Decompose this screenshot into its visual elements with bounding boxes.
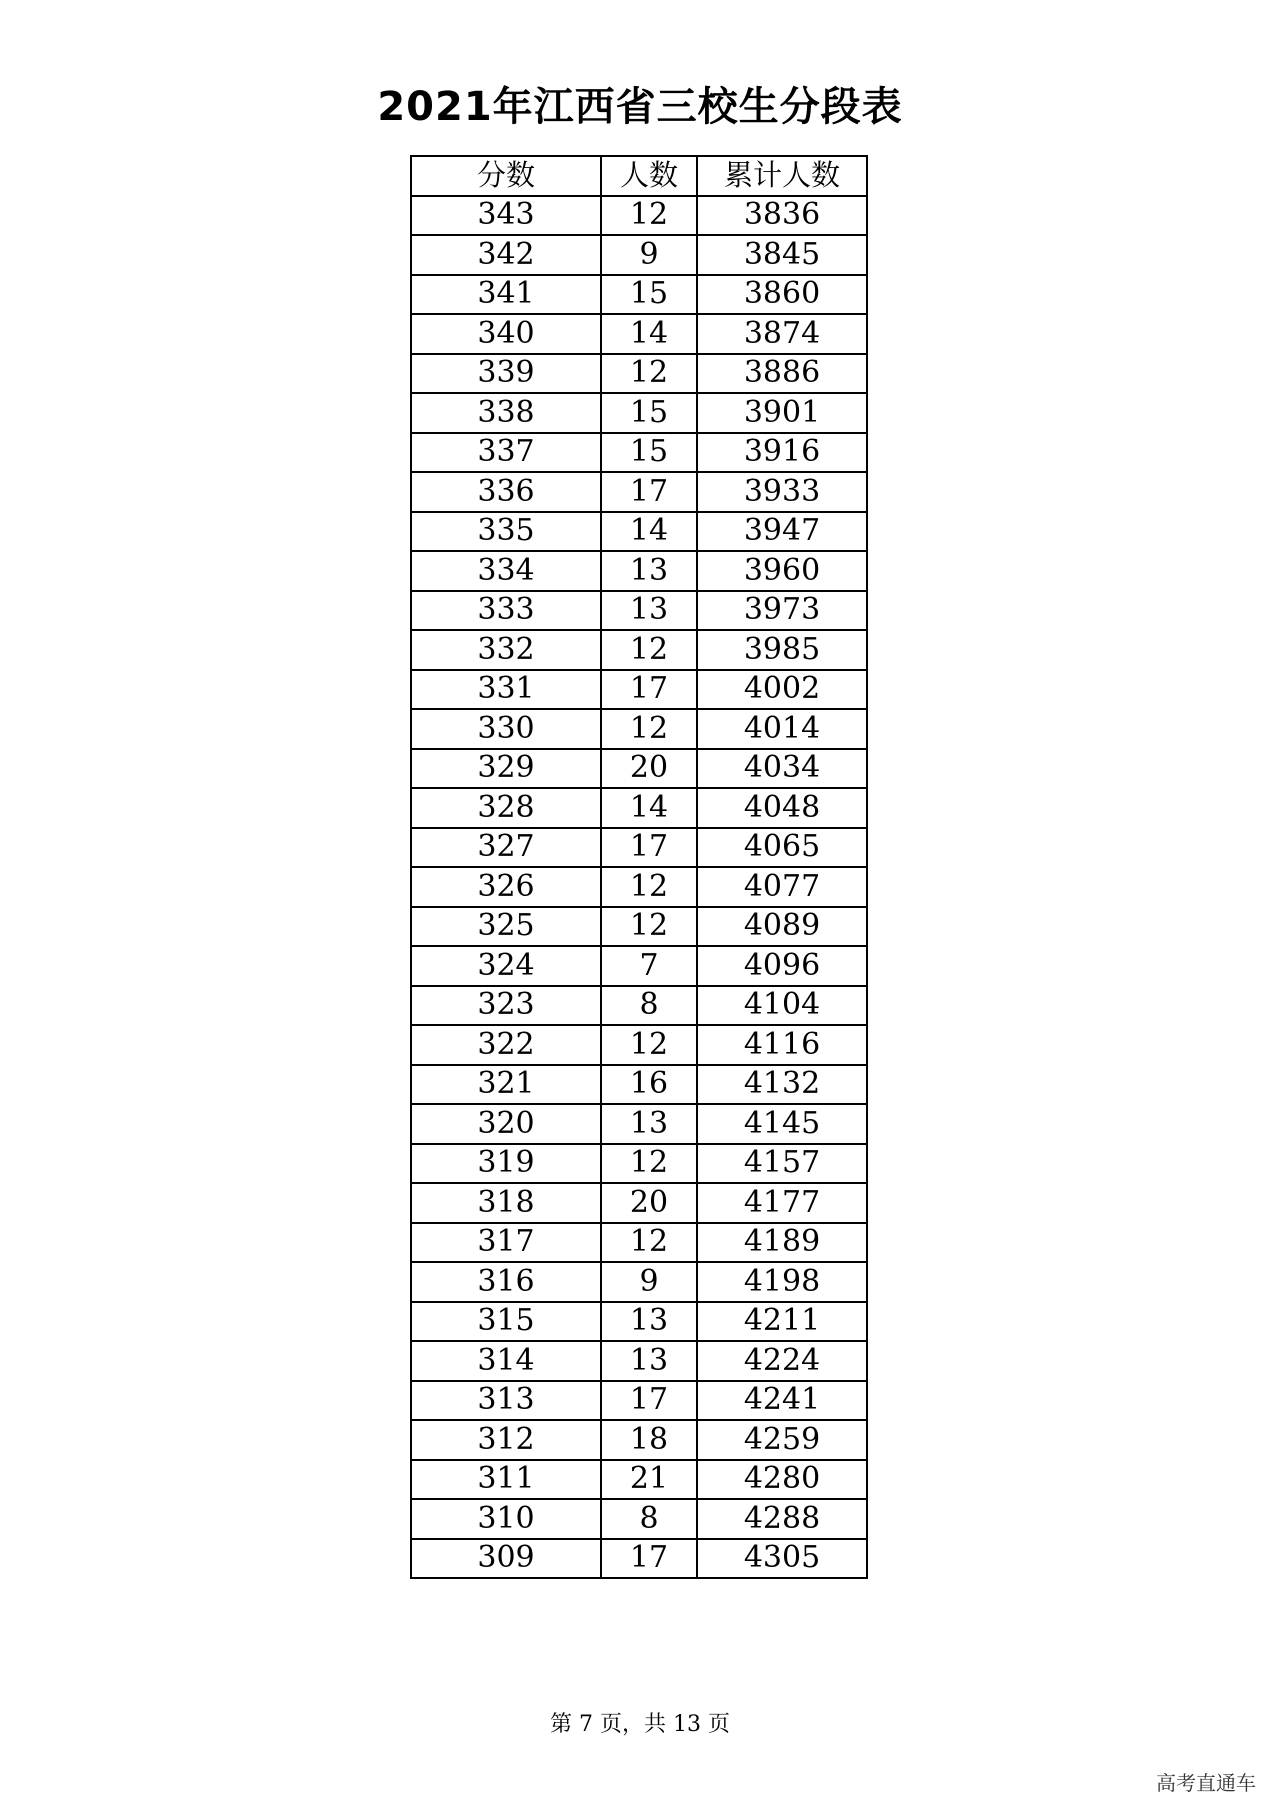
score-cell: 309 [411, 1539, 601, 1579]
score-cell: 318 [411, 1183, 601, 1223]
table-row [411, 512, 867, 552]
cumulative-cell: 4224 [697, 1341, 867, 1381]
table-row [411, 630, 867, 670]
table-row [411, 275, 867, 315]
score-cell: 312 [411, 1420, 601, 1460]
table-row [411, 1460, 867, 1500]
count-cell: 15 [601, 275, 697, 315]
score-cell: 317 [411, 1223, 601, 1263]
table-row [411, 591, 867, 631]
cumulative-cell: 3836 [697, 196, 867, 236]
table-row [411, 709, 867, 749]
table-row [411, 1381, 867, 1421]
cumulative-cell: 4259 [697, 1420, 867, 1460]
table-row [411, 946, 867, 986]
cumulative-cell: 3901 [697, 393, 867, 433]
cumulative-cell: 3973 [697, 591, 867, 631]
count-cell: 12 [601, 196, 697, 236]
table-row [411, 1499, 867, 1539]
count-cell: 15 [601, 433, 697, 473]
score-cell: 330 [411, 709, 601, 749]
score-cell: 337 [411, 433, 601, 473]
table-row [411, 788, 867, 828]
header-cumulative: 累计人数 [697, 156, 867, 196]
cumulative-cell: 3933 [697, 472, 867, 512]
cumulative-cell: 4116 [697, 1025, 867, 1065]
score-cell: 332 [411, 630, 601, 670]
table-row [411, 314, 867, 354]
cumulative-cell: 3886 [697, 354, 867, 394]
cumulative-cell: 4189 [697, 1223, 867, 1263]
count-cell: 14 [601, 512, 697, 552]
score-cell: 311 [411, 1460, 601, 1500]
table-row [411, 986, 867, 1026]
score-cell: 328 [411, 788, 601, 828]
cumulative-cell: 4048 [697, 788, 867, 828]
cumulative-cell: 4280 [697, 1460, 867, 1500]
table-header-row [411, 156, 867, 196]
count-cell: 12 [601, 907, 697, 947]
table-row [411, 1065, 867, 1105]
count-cell: 17 [601, 828, 697, 868]
count-cell: 12 [601, 354, 697, 394]
cumulative-cell: 4211 [697, 1302, 867, 1342]
cumulative-cell: 3960 [697, 551, 867, 591]
score-cell: 325 [411, 907, 601, 947]
cumulative-cell: 3860 [697, 275, 867, 315]
table-row [411, 670, 867, 710]
score-cell: 313 [411, 1381, 601, 1421]
count-cell: 20 [601, 749, 697, 789]
score-cell: 338 [411, 393, 601, 433]
header-count: 人数 [601, 156, 697, 196]
table-row [411, 393, 867, 433]
score-cell: 324 [411, 946, 601, 986]
table-row [411, 1302, 867, 1342]
score-cell: 334 [411, 551, 601, 591]
cumulative-cell: 4305 [697, 1539, 867, 1579]
count-cell: 17 [601, 1381, 697, 1421]
cumulative-cell: 4077 [697, 867, 867, 907]
count-cell: 20 [601, 1183, 697, 1223]
cumulative-cell: 4034 [697, 749, 867, 789]
score-cell: 336 [411, 472, 601, 512]
count-cell: 8 [601, 1499, 697, 1539]
table-row [411, 1223, 867, 1263]
table-row [411, 433, 867, 473]
score-cell: 316 [411, 1262, 601, 1302]
count-cell: 14 [601, 788, 697, 828]
score-cell: 323 [411, 986, 601, 1026]
cumulative-cell: 4198 [697, 1262, 867, 1302]
score-cell: 340 [411, 314, 601, 354]
cumulative-cell: 4104 [697, 986, 867, 1026]
table-row [411, 196, 867, 236]
table-row [411, 1183, 867, 1223]
count-cell: 12 [601, 1025, 697, 1065]
score-cell: 310 [411, 1499, 601, 1539]
count-cell: 7 [601, 946, 697, 986]
score-cell: 319 [411, 1144, 601, 1184]
cumulative-cell: 3985 [697, 630, 867, 670]
header-score: 分数 [411, 156, 601, 196]
cumulative-cell: 4065 [697, 828, 867, 868]
table-row [411, 1104, 867, 1144]
count-cell: 12 [601, 630, 697, 670]
score-cell: 322 [411, 1025, 601, 1065]
cumulative-cell: 3845 [697, 235, 867, 275]
cumulative-cell: 4014 [697, 709, 867, 749]
score-cell: 315 [411, 1302, 601, 1342]
count-cell: 13 [601, 1104, 697, 1144]
cumulative-cell: 4288 [697, 1499, 867, 1539]
table-row [411, 1341, 867, 1381]
score-distribution-table [410, 155, 868, 1579]
watermark: 高考直通车 [1156, 1771, 1256, 1795]
table-row [411, 235, 867, 275]
score-cell: 335 [411, 512, 601, 552]
cumulative-cell: 3916 [697, 433, 867, 473]
table-row [411, 749, 867, 789]
cumulative-cell: 4145 [697, 1104, 867, 1144]
score-cell: 314 [411, 1341, 601, 1381]
page-footer: 第 7 页，共 13 页 [550, 1712, 730, 1737]
count-cell: 13 [601, 591, 697, 631]
count-cell: 17 [601, 1539, 697, 1579]
count-cell: 18 [601, 1420, 697, 1460]
count-cell: 13 [601, 1341, 697, 1381]
score-cell: 321 [411, 1065, 601, 1105]
score-cell: 326 [411, 867, 601, 907]
page-title: 2021年江西省三校生分段表 [377, 84, 903, 130]
count-cell: 13 [601, 1302, 697, 1342]
table-body [411, 196, 867, 1579]
count-cell: 8 [601, 986, 697, 1026]
table-row [411, 354, 867, 394]
count-cell: 16 [601, 1065, 697, 1105]
table-row [411, 551, 867, 591]
cumulative-cell: 4177 [697, 1183, 867, 1223]
table-row [411, 1025, 867, 1065]
score-cell: 343 [411, 196, 601, 236]
count-cell: 12 [601, 1223, 697, 1263]
table-row [411, 1539, 867, 1579]
count-cell: 13 [601, 551, 697, 591]
count-cell: 21 [601, 1460, 697, 1500]
cumulative-cell: 4132 [697, 1065, 867, 1105]
score-cell: 320 [411, 1104, 601, 1144]
table-row [411, 1144, 867, 1184]
cumulative-cell: 3874 [697, 314, 867, 354]
cumulative-cell: 4241 [697, 1381, 867, 1421]
score-cell: 329 [411, 749, 601, 789]
count-cell: 9 [601, 1262, 697, 1302]
cumulative-cell: 3947 [697, 512, 867, 552]
count-cell: 15 [601, 393, 697, 433]
cumulative-cell: 4157 [697, 1144, 867, 1184]
table-row [411, 1262, 867, 1302]
score-cell: 327 [411, 828, 601, 868]
count-cell: 17 [601, 670, 697, 710]
score-cell: 331 [411, 670, 601, 710]
score-cell: 339 [411, 354, 601, 394]
count-cell: 12 [601, 867, 697, 907]
table-row [411, 1420, 867, 1460]
table-row [411, 867, 867, 907]
table-row [411, 907, 867, 947]
table-row [411, 828, 867, 868]
count-cell: 12 [601, 1144, 697, 1184]
cumulative-cell: 4002 [697, 670, 867, 710]
score-cell: 342 [411, 235, 601, 275]
count-cell: 12 [601, 709, 697, 749]
count-cell: 17 [601, 472, 697, 512]
score-cell: 341 [411, 275, 601, 315]
cumulative-cell: 4089 [697, 907, 867, 947]
score-cell: 333 [411, 591, 601, 631]
table-row [411, 472, 867, 512]
count-cell: 9 [601, 235, 697, 275]
cumulative-cell: 4096 [697, 946, 867, 986]
count-cell: 14 [601, 314, 697, 354]
